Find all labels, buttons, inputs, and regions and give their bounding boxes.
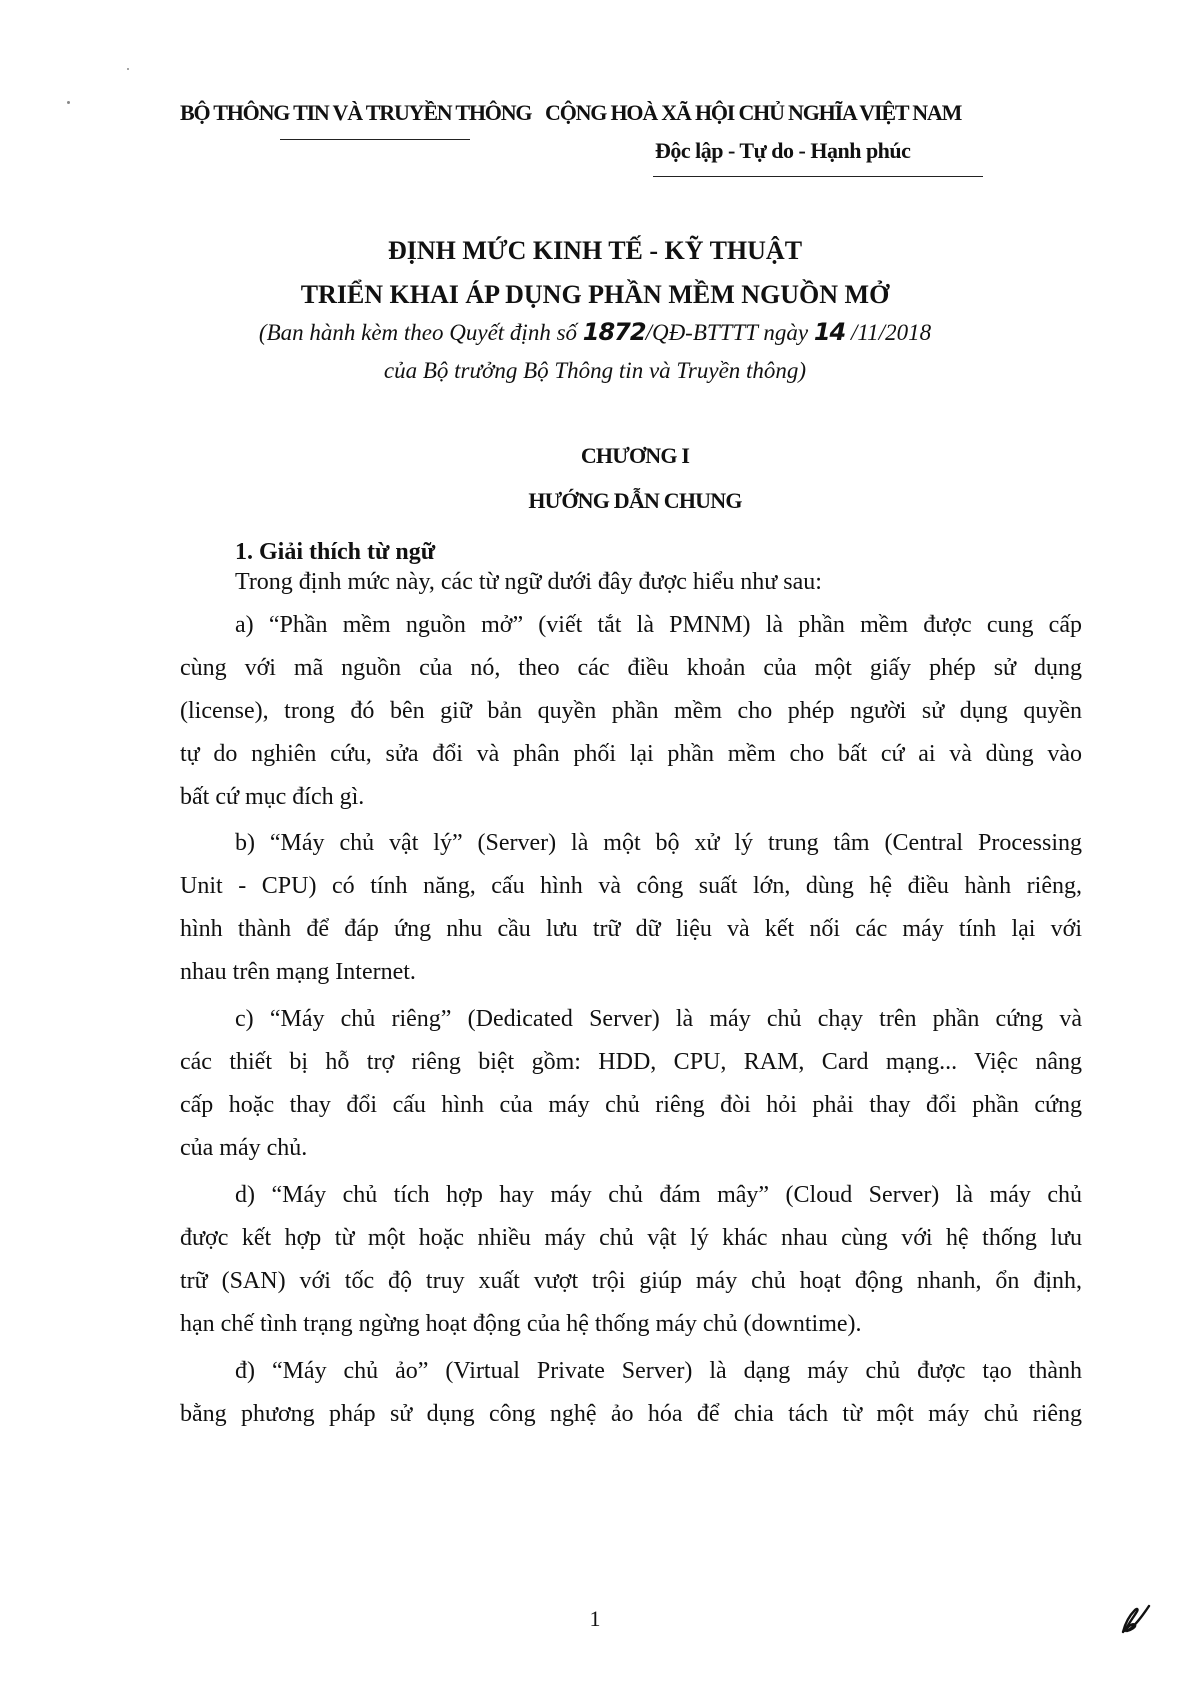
agency-underline xyxy=(280,139,470,140)
body-line-text: Trong định mức này, các từ ngữ dưới đây được hiểu như sau: xyxy=(235,569,822,595)
body-line-text: a) “Phần mềm nguồn mở” (viết tắt là PMNM) là phần mềm được cung cấp xyxy=(235,612,1082,638)
national-motto: Độc lập - Tự do - Hạnh phúc xyxy=(655,138,911,163)
body-line-text: bằng phương pháp sử dụng công nghệ ảo hóa để chia tách từ một máy chủ riêng xyxy=(180,1401,1082,1427)
document-title-line2: TRIỂN KHAI ÁP DỤNG PHẦN MỀM NGUỒN MỞ xyxy=(300,280,890,309)
motto-underline xyxy=(653,176,983,177)
initials-signature-icon xyxy=(1115,1598,1155,1638)
page-number: 1 xyxy=(589,1606,601,1631)
body-line xyxy=(180,1309,1082,1339)
body-line-text: đ) “Máy chủ ảo” (Virtual Private Server) là dạng máy chủ được tạo thành xyxy=(235,1358,1082,1384)
body-line xyxy=(180,871,1082,901)
body-line xyxy=(180,1223,1082,1253)
decree-middle: /QĐ-BTTTT ngày xyxy=(645,320,814,345)
body-line xyxy=(235,610,1082,640)
body-line xyxy=(235,1004,1082,1034)
decree-reference xyxy=(0,318,1190,346)
chapter-name: HƯỚNG DẪN CHUNG xyxy=(528,488,742,513)
decree-number-handwritten: 1872 xyxy=(582,318,646,346)
body-line xyxy=(180,739,1082,769)
body-line-text: nhau trên mạng Internet. xyxy=(180,959,416,985)
body-line-text: trữ (SAN) với tốc độ truy xuất vượt trội giúp máy chủ hoạt động nhanh, ổn định, xyxy=(180,1268,1082,1294)
body-line-text: bất cứ mục đích gì. xyxy=(180,784,365,810)
body-line-text: cấp hoặc thay đổi cấu hình của máy chủ riêng đòi hỏi phải thay đổi phần cứng xyxy=(180,1092,1082,1118)
body-line xyxy=(180,914,1082,944)
body-line xyxy=(180,696,1082,726)
body-line-text: cùng với mã nguồn của nó, theo các điều khoản của một giấy phép sử dụng xyxy=(180,655,1082,681)
body-line xyxy=(235,1356,1082,1386)
body-line-text: của máy chủ. xyxy=(180,1135,308,1161)
decree-suffix: /11/2018 xyxy=(845,320,932,345)
scan-speck xyxy=(127,68,129,70)
body-line-text: các thiết bị hỗ trợ riêng biệt gồm: HDD, CPU, RAM, Card mạng... Việc nâng xyxy=(180,1049,1082,1075)
body-line xyxy=(180,1047,1082,1077)
body-line xyxy=(235,567,1082,597)
body-line xyxy=(235,828,1082,858)
chapter-number: CHƯƠNG I xyxy=(580,443,690,468)
body-line xyxy=(180,653,1082,683)
body-line-text: c) “Máy chủ riêng” (Dedicated Server) là máy chủ chạy trên phần cứng và xyxy=(235,1006,1082,1032)
document-title-line1: ĐỊNH MỨC KINH TẾ - KỸ THUẬT xyxy=(387,236,803,265)
decree-issuer: của Bộ trưởng Bộ Thông tin và Truyền thông) xyxy=(383,358,807,383)
body-line xyxy=(180,1399,1082,1429)
decree-prefix: (Ban hành kèm theo Quyết định số xyxy=(258,320,583,345)
section-heading: 1. Giải thích từ ngữ xyxy=(235,539,436,565)
scan-speck xyxy=(67,101,70,104)
body-line xyxy=(180,1266,1082,1296)
body-line-text: Unit - CPU) có tính năng, cấu hình và công suất lớn, dùng hệ điều hành riêng, xyxy=(180,873,1082,899)
body-line-text: d) “Máy chủ tích hợp hay máy chủ đám mây” (Cloud Server) là máy chủ xyxy=(235,1182,1082,1208)
body-line xyxy=(180,1090,1082,1120)
agency-name: BỘ THÔNG TIN VÀ TRUYỀN THÔNG xyxy=(180,100,532,125)
decree-day-handwritten: 14 xyxy=(813,318,846,346)
body-line-text: tự do nghiên cứu, sửa đổi và phân phối lại phần mềm cho bất cứ ai và dùng vào xyxy=(180,741,1082,767)
country-name: CỘNG HOÀ XÃ HỘI CHỦ NGHĨA VIỆT NAM xyxy=(545,100,962,125)
body-line xyxy=(180,957,1082,987)
body-line-text: hình thành để đáp ứng nhu cầu lưu trữ dữ liệu và kết nối các máy tính lại với xyxy=(180,916,1082,942)
body-line xyxy=(235,1180,1082,1210)
body-line-text: b) “Máy chủ vật lý” (Server) là một bộ xử lý trung tâm (Central Processing xyxy=(235,830,1082,856)
body-line xyxy=(180,1133,1082,1163)
body-line-text: (license), trong đó bên giữ bản quyền phần mềm cho phép người sử dụng quyền xyxy=(180,698,1082,724)
body-line-text: được kết hợp từ một hoặc nhiều máy chủ vật lý khác nhau cùng với hệ thống lưu xyxy=(180,1225,1082,1251)
body-line-text: hạn chế tình trạng ngừng hoạt động của hệ thống máy chủ (downtime). xyxy=(180,1311,862,1337)
body-line xyxy=(180,782,1082,812)
